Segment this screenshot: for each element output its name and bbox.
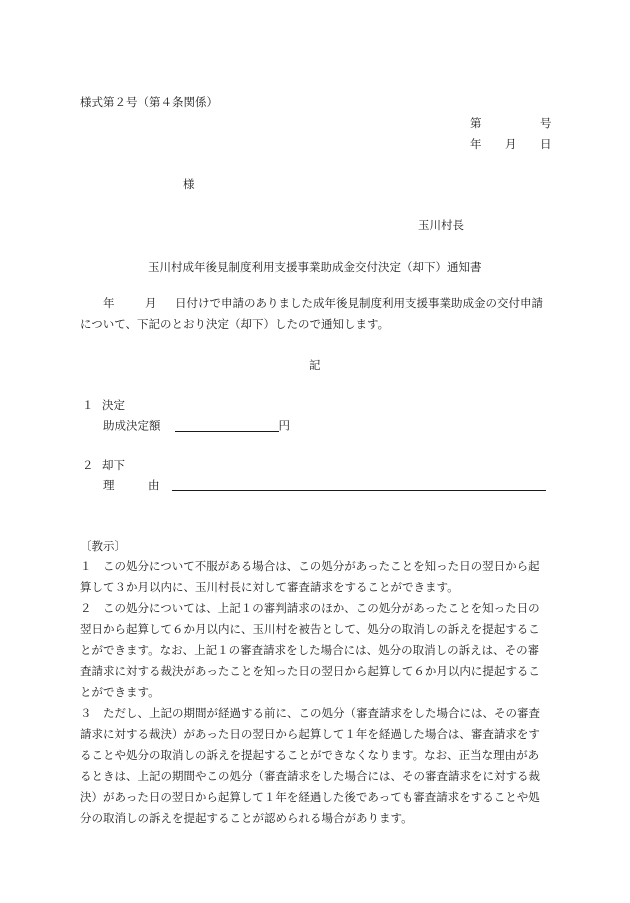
notice-line: 翌日から起算して６か月以内に、玉川村を被告として、処分の取消しの訴えを提起するこ: [80, 622, 540, 636]
reason-label-part-2: 由: [148, 478, 160, 492]
notice-line: とができます。: [80, 685, 160, 699]
section-1-title: 決定: [102, 398, 125, 412]
amount-unit: 円: [278, 418, 290, 433]
notice-line: 分の取消しの訴えを提起することが認められる場合があります。: [80, 811, 413, 825]
body-year: 年: [103, 296, 115, 310]
addressee-honorific: 様: [183, 177, 195, 191]
section-2-title: 却下: [102, 458, 125, 472]
notice-line: 算して３か月以内に、玉川村長に対して審査請求をすることができます。: [80, 580, 459, 594]
body-paragraph-line-1: [103, 298, 543, 310]
notice-line: 決）があった日の翌日から起算して１年を経過した後であっても審査請求をすることや処: [80, 790, 540, 804]
amount-label: 助成決定額: [103, 418, 161, 433]
ki-heading: 記: [309, 358, 321, 372]
notice-heading: 〔教示〕: [80, 539, 126, 553]
document-number-prefix: 第: [470, 116, 482, 130]
reason-blank-line: [172, 490, 546, 491]
body-month: 月: [145, 296, 157, 310]
body-paragraph-line-2: について、下記のとおり決定（却下）したので通知します。: [80, 317, 390, 331]
amount-blank-line: [175, 420, 279, 432]
reason-label: [103, 480, 160, 492]
notice-line: ３ ただし、上記の期間が経過する前に、この処分（審査請求をした場合には、その審査: [80, 706, 540, 720]
issuer-name: 玉川村長: [418, 218, 464, 232]
section-2-number: ２: [82, 458, 94, 472]
section-2-heading: [82, 460, 125, 472]
notice-line: 査請求に対する裁決があったことを知った日の翌日から起算して６か月以内に提起するこ: [80, 664, 540, 678]
date-day: 日: [540, 137, 552, 151]
document-number-suffix: 号: [540, 116, 552, 130]
notice-line: とができます。なお、上記１の審査請求をした場合には、処分の取消しの訴えは、その審: [80, 643, 540, 657]
form-number: 様式第２号（第４条関係）: [80, 95, 218, 109]
notice-line: １ この処分について不服がある場合は、この処分があったことを知った日の翌日から起: [80, 559, 540, 573]
date-year: 年: [470, 137, 482, 151]
section-1-number: １: [82, 398, 94, 412]
body-line1-text: 日付けで申請のありました成年後見制度利用支援事業助成金の交付申請: [175, 296, 543, 310]
notice-line: るときは、上記の期間やこの処分（審査請求をした場合には、その審査請求をに対する裁: [80, 769, 540, 783]
notice-line: 請求に対する裁決）があった日の翌日から起算して１年を経過した場合は、審査請求をす: [80, 727, 540, 741]
section-1-heading: [82, 400, 125, 412]
notice-line: ることや処分の取消しの訴えを提起することができなくなります。なお、正当な理由があ: [80, 748, 540, 762]
notice-line: ２ この処分については、上記１の審判請求のほか、この処分があったことを知った日の: [80, 601, 540, 615]
reason-label-part-1: 理: [103, 478, 115, 492]
amount-row: [103, 420, 290, 432]
document-title: 玉川村成年後見制度利用支援事業助成金交付決定（却下）通知書: [148, 260, 482, 274]
date-month: 月: [505, 137, 517, 151]
